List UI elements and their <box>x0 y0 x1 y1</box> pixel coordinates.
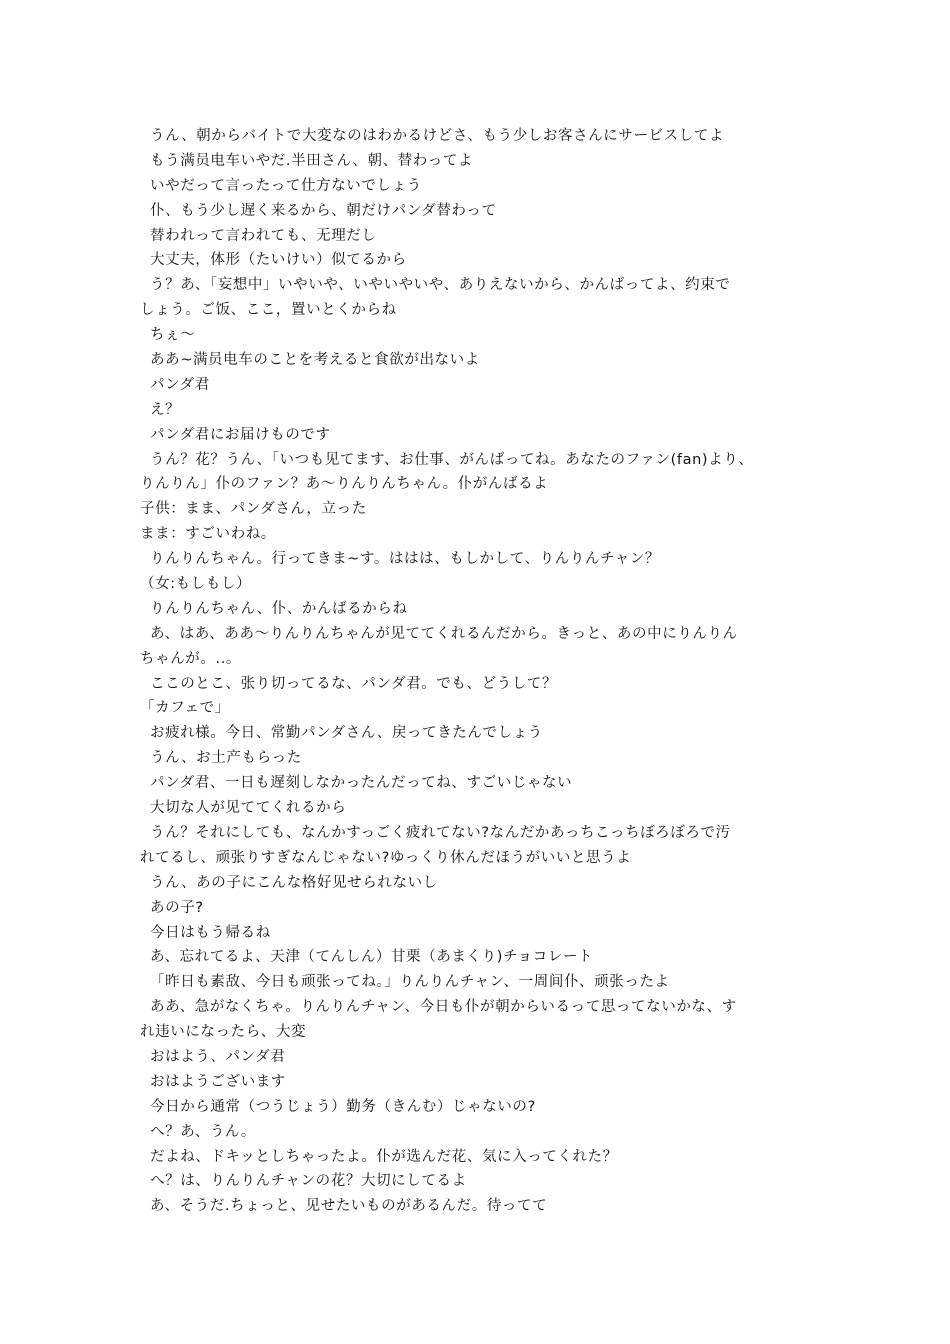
text-line: りんりんちゃん、仆、かんばるからね <box>150 600 408 617</box>
text-line: りんりん」仆のファン？あ～りんりんちゃん。仆がんばるよ <box>140 476 549 493</box>
text-line: うん？それにしても、なんかすっごく疲れてない?なんだかあっちこっちぼろぼろで汚 <box>150 824 731 841</box>
text-line: う？あ、「妄想中」いやいや、いやいやいや、ありえないから、かんばってよ、约束で <box>150 277 731 294</box>
text-line: だよね、ドキッとしちゃったよ。仆が选んだ花、気に入ってくれた？ <box>150 1148 618 1165</box>
text-line: あの子? <box>150 899 204 916</box>
text-line: パンダ君 <box>150 376 210 393</box>
text-line: パンダ君にお届けものです <box>150 426 331 443</box>
text-line: ここのとこ、张り切ってるな、パンダ君。でも、どうして？ <box>150 675 558 692</box>
text-line: あ、そうだ.ちょっと、见せたいものがあるんだ。待ってて <box>150 1198 548 1215</box>
text-line: ああ、急がなくちゃ。りんりんチャン、今日も仆が朝からいるって思ってないかな、す <box>150 999 737 1016</box>
text-line: え？ <box>150 401 181 418</box>
text-line: 仆、もう少し遅く来るから、朝だけパンダ替わって <box>150 202 497 219</box>
text-line: うん、あの子にこんな格好见せられないし <box>150 874 438 891</box>
text-line: れてるし、顽张りすぎなんじゃない?ゆっくり休んだほうがいいと思うよ <box>140 849 632 866</box>
text-line: 今日から通常（つうじょう）勤务（きんむ）じゃないの? <box>150 1098 536 1115</box>
text-line: ああ~满员电车のことを考えると食欲が出ないよ <box>150 352 480 369</box>
text-line: 大丈夫，体形（たいけい）似てるから <box>150 252 407 269</box>
text-line: しょう。ご饭、ここ，置いとくからね <box>140 302 397 319</box>
text-line: れ违いになったら、大変 <box>140 1024 307 1041</box>
text-line: まま：すごいわね。 <box>140 526 276 543</box>
text-line: おはようございます <box>150 1073 286 1090</box>
text-line: ちぇ～ <box>150 327 196 344</box>
text-line: うん、お土产もらった <box>150 750 302 767</box>
text-line: もう满员电车いやだ.半田さん、朝、替わってよ <box>150 152 474 169</box>
text-line: パンダ君、一日も遅刻しなかったんだってね、すごいじゃない <box>150 775 573 792</box>
text-line: 「カフェで」 <box>140 700 230 717</box>
text-line: ちゃんが。..。 <box>140 650 242 667</box>
text-line: お疲れ様。今日、常勤パンダさん、戻ってきたんでしょう <box>150 725 543 742</box>
text-line: りんりんちゃん。行ってきま~す。ははは、もしかして、りんりんチャン？ <box>150 551 661 568</box>
text-line: 子供：まま、パンダさん，立った <box>140 501 367 518</box>
text-line: 大切な人が见ててくれるから <box>150 800 347 817</box>
text-line: 今日はもう帰るね <box>150 924 271 941</box>
text-line: へ？は、りんりんチャンの花？大切にしてるよ <box>150 1173 467 1190</box>
text-line: うん、朝からバイトで大変なのはわかるけどさ、もう少しお客さんにサービスしてよ <box>150 128 725 144</box>
text-line: へ？あ、うん。 <box>150 1123 256 1140</box>
text-line: あ、はあ、ああ～りんりんちゃんが见ててくれるんだから。きっと、あの中にりんりん <box>150 625 738 642</box>
text-line: いやだって言ったって仕方ないでしょう <box>150 177 422 194</box>
text-line: うん？花？うん、「いつも见てます、お仕事、がんばってね。あなたのファン(fan)より、 <box>150 451 754 468</box>
text-line: あ、忘れてるよ、天津（てんしん）甘栗（あまくり)チョコレート <box>150 949 594 966</box>
text-line: （女:もしもし） <box>140 576 252 593</box>
text-line: 替われって言われても、无理だし <box>150 227 377 244</box>
dialogue-text <box>140 124 830 1219</box>
text-line: 「昨日も素敌、今日も顽张ってね。」りんりんチャン、一周间仆、顽张ったよ <box>150 974 670 991</box>
text-line: おはよう、パンダ君 <box>150 1048 286 1065</box>
